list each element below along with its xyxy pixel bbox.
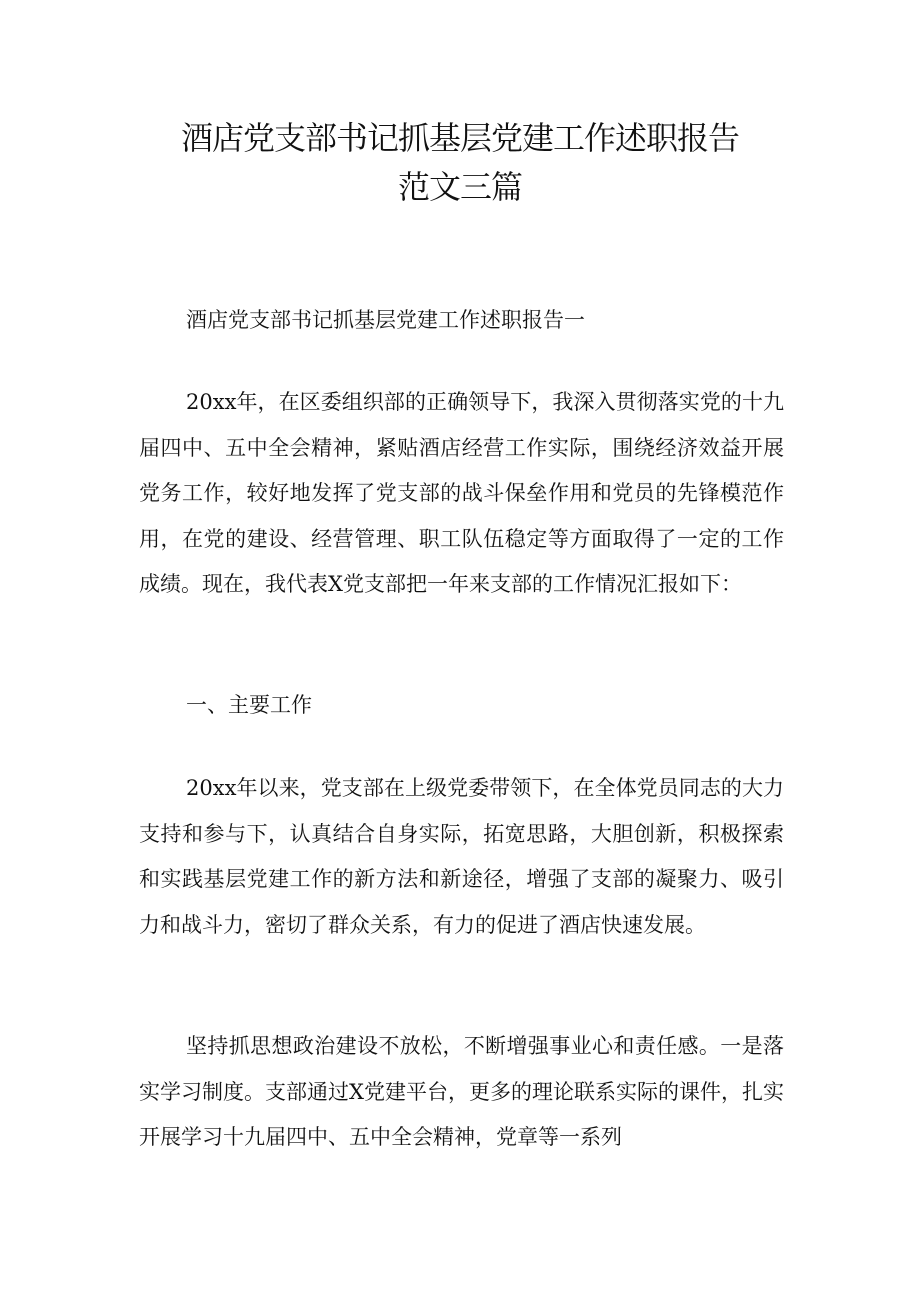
paragraph-main-work: 20xx年以来，党支部在上级党委带领下，在全体党员同志的大力支持和参与下，认真结合自身实际，拓宽思路，大胆创新，积极探索和实践基层党建工作的新方法和新途径，增强了支部的凝聚力、吸引力和战斗力，密切了群众关系，有力的促进了酒店快速发展。 bbox=[139, 776, 784, 937]
paragraph-intro: 20xx年，在区委组织部的正确领导下，我深入贯彻落实党的十九届四中、五中全会精神，紧贴酒店经营工作实际，围绕经济效益开展党务工作，较好地发挥了党支部的战斗保垒作用和党员的先锋模范作用，在党的建设、经营管理、职工队伍稳定等方面取得了一定的工作成绩。现在，我代表X党支部把一年来支部的工作情况汇报如下： bbox=[139, 390, 784, 596]
report-subtitle: 酒店党支部书记抓基层党建工作述职报告一 bbox=[186, 308, 585, 332]
document-title-line-1: 酒店党支部书记抓基层党建工作述职报告 bbox=[180, 119, 739, 157]
document-title-line-2: 范文三篇 bbox=[397, 168, 522, 206]
paragraph-political-building: 坚持抓思想政治建设不放松，不断增强事业心和责任感。一是落实学习制度。支部通过X党建平台，更多的理论联系实际的课件，扎实开展学习十九届四中、五中全会精神，党章等一系列 bbox=[139, 1034, 784, 1149]
section-heading: 一、主要工作 bbox=[186, 693, 312, 717]
